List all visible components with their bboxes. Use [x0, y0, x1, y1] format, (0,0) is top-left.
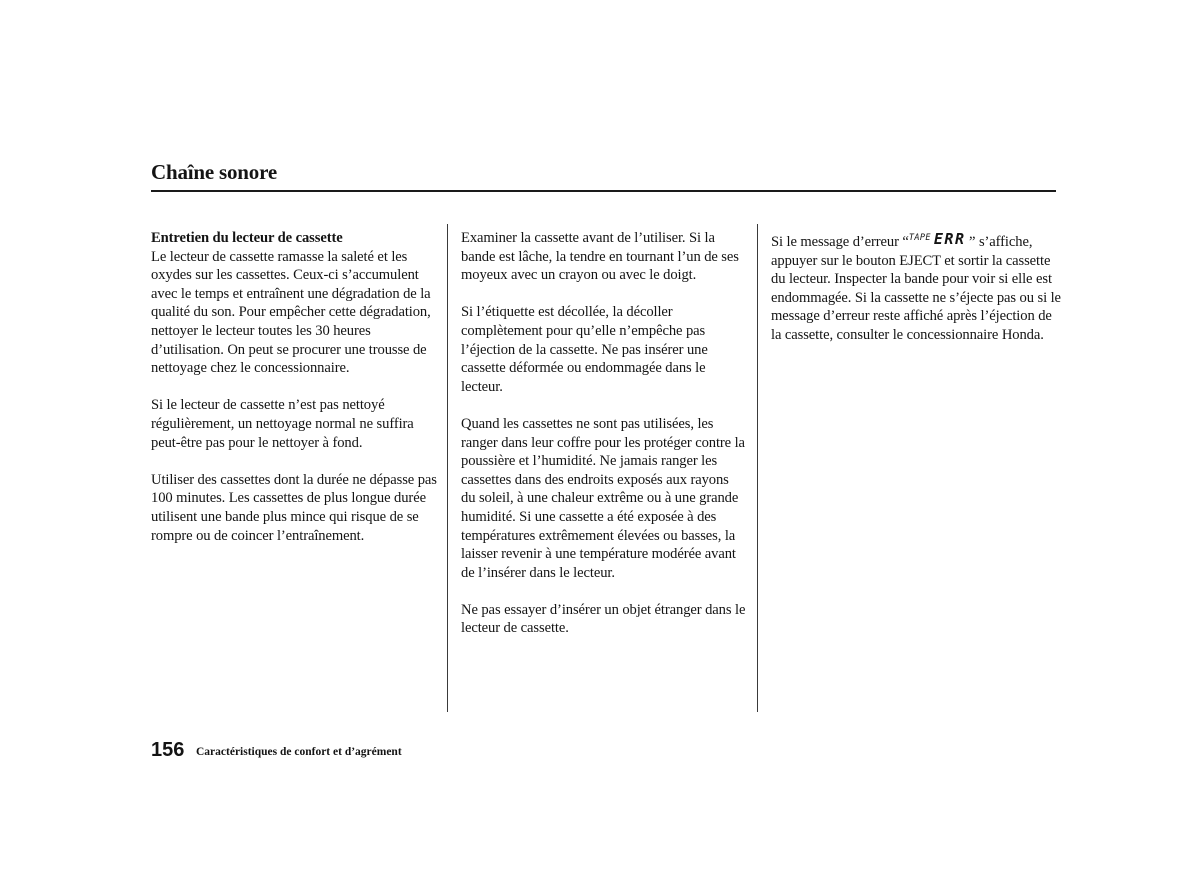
paragraph-text: ” s’affiche, appuyer sur le bouton EJECT et sortir la cassette du lecteur. Inspecter la bande pour voir si elle est endommagée. Si la cassette ne s’éjecte pas ou si le message d’erreur reste affiché après l’éjection de la cassette, consulter le concessionnaire Honda.	[771, 234, 1061, 343]
paragraph: Examiner la cassette avant de l’utiliser. Si la bande est lâche, la tendre en tournant l’un de ses moyeux avec un crayon ou avec le doigt.	[461, 230, 739, 284]
column-divider	[757, 224, 758, 712]
column-divider	[447, 224, 448, 712]
title-rule	[151, 190, 1056, 192]
text-column-2	[461, 229, 746, 657]
section-heading: Entretien du lecteur de cassette	[151, 230, 343, 246]
paragraph: Quand les cassettes ne sont pas utilisées, les ranger dans leur coffre pour les protéger contre la poussière et l’humidité. Ne jamais ranger les cassettes dans des endroits exposés aux rayons du soleil, à une chaleur extrême ou à une grande humidité. Si une cassette a été exposée à des températures extrêmement élevées ou basses, la laisser revenir à une température modérée avant de l’insérer dans le lecteur.	[461, 415, 745, 581]
paragraph	[771, 229, 1061, 345]
paragraph	[151, 229, 437, 378]
text-column-1	[151, 229, 437, 564]
paragraph-text: Le lecteur de cassette ramasse la saleté et les oxydes sur les cassettes. Ceux-ci s’accumulent avec le temps et entraînent une dégradation de la qualité du son. Pour empêcher cette dégradation, nettoyer le lecteur toutes les 30 heures d’utilisation. On peut se procurer une trousse de nettoyage chez le concessionnaire.	[151, 248, 431, 377]
paragraph: Ne pas essayer d’insérer un objet étranger dans le lecteur de cassette.	[461, 601, 746, 637]
display-tape-text: TAPE	[908, 233, 931, 243]
display-err-text: ERR	[933, 230, 966, 248]
page-title: Chaîne sonore	[151, 160, 277, 184]
footer-section-title: Caractéristiques de confort et d’agrément	[196, 746, 402, 758]
paragraph-text: Si le message d’erreur “	[771, 234, 909, 250]
paragraph: Utiliser des cassettes dont la durée ne dépasse pas 100 minutes. Les cassettes de plus longue durée utilisent une bande plus mince qui risque de se rompre ou de coincer l’entraînement.	[151, 471, 437, 544]
tape-err-display	[909, 229, 966, 250]
paragraph: Si le lecteur de cassette n’est pas nettoyé régulièrement, un nettoyage normal ne suffira peut-être pas pour le nettoyer à fond.	[151, 397, 414, 451]
text-column-3	[771, 229, 1061, 363]
page-number: 156	[151, 739, 185, 761]
paragraph: Si l’étiquette est décollée, la décoller complètement pour qu’elle n’empêche pas l’éjection de la cassette. Ne pas insérer une cassette déformée ou endommagée dans le lecteur.	[461, 304, 708, 395]
